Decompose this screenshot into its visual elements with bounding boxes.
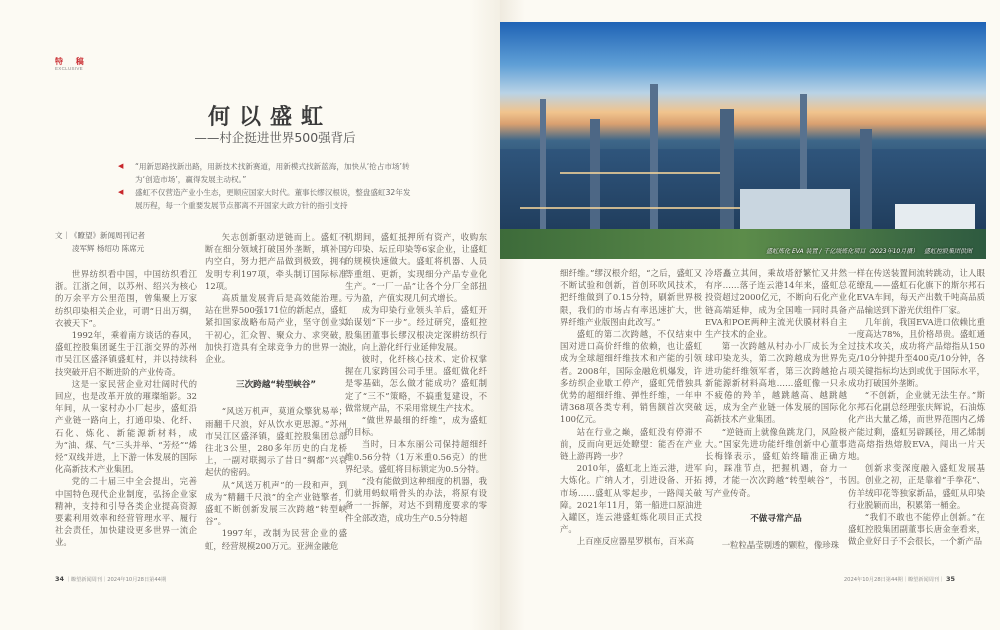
- paragraph: 2010年，盛虹北上连云港，进军大炼化。广纳人才，引进设备、开拓市场……盛虹从零起步，一路闯关破障。2021年11月，第一船进口原油进入罐区，连云港盛虹炼化项目正式投产。: [560, 463, 702, 535]
- paragraph: 这是一家民营企业对壮阔时代的回应，也是改革开放的璀璨缩影。32年间，从一家村办小厂起步，盛虹沿产业链一路向上，打通印染、化纤、石化、炼化、新能源新材料，成为“油、煤、气”三头并举、“芳烃”“烯烃”双线并进，上下游一体发展的国际化高新技术产业集团。: [55, 378, 197, 475]
- section-label-en: EXCLUSIVE: [55, 66, 83, 71]
- paragraph: “不创新，企业就无法生存。”斯尔邦石化副总经理张庆辉说，石油炼化产出大量乙烯，而世界范围内乙烯产能过剩，盛虹另辟蹊径，用乙烯制造高熔指热熔胶EVA，闯出一片天地。: [848, 390, 985, 462]
- paragraph: 高质量发展背后是高效能治理。站在世界500强171位的新起点，盛虹紧扣国家战略布局产业，坚守创业实干初心，汇众智、聚众力、求突破，加快打造具有全球竞争力的世界一流企业。: [205, 293, 347, 365]
- paragraph: 盛虹的第二次跨越，不仅结束中国对进口高价纤维的依赖，也让盛虹成为全球超细纤维技术和产能的引领者。2008年，国际金融危机爆发，许多纺织企业歇工停产，盛虹凭借独具优势的超细纤维、弹性纤维，一年申请368项各类专利，销售额首次突破100亿元。: [560, 329, 702, 425]
- paragraph: “风送万机声，莫道众擎犹易举；雨翻千尺浪，好从饮水更思源。”苏州市吴江区盛泽镇，盛虹控股集团总部往北3公里，280多年历史的白龙桥上，一副对联揭示了昔日“绸都”兴衰起伏的密码。: [205, 406, 347, 478]
- bullet-text: “用新思路找新出路，用新技术找新赛道，用新模式找新蓝海，加快从‘抢占市场’转为‘创造市场’，赢得发展主动权。”: [135, 162, 410, 184]
- paragraph: 一粒粒晶莹剔透的颗粒，像珍珠: [721, 540, 840, 551]
- paragraph: 1992年，乘着南方谈话的春风，盛虹控股集团诞生于江浙交界的苏州市吴江区盛泽镇盛虹村，并以持续科技突破开启不断进阶的产业传奇。: [55, 330, 197, 377]
- photo-caption: [766, 246, 972, 255]
- text-column-left-3: [345, 231, 487, 524]
- paragraph: “我们不敢也不能停止创新。”在盛虹控股集团副董事长唐金奎看来，做企业好日子不会很长，一个新产品: [848, 512, 985, 547]
- footer-right: [844, 575, 955, 583]
- paragraph: 第一次跨越从村办小厂成长为全球印染龙头，第二次跨越成为世界先进功能纤维领军者，第三次跨越抢占新能源新材料高地……盛虹像一只永不疲倦的羚羊，越跳越高、越跳越远，成为全产业链一体发展的国际化高新技术产业集团。: [705, 341, 847, 425]
- text-column-right-1: [560, 267, 702, 548]
- bullet-text: 盛虹不仅营造产业小生态，更顺应国家大时代。董事长缪汉根说，整盘盛虹32年发展历程，每一个重要发展节点都离不开国家大政方针的指引支持: [135, 188, 411, 210]
- paragraph: 一样在传送装置间流转跳动，让人眼花缭乱——盛虹石化旗下的斯尔邦石化EVA车间，每天产出数千吨高品质产品输送到下游光伏组件厂家。: [848, 268, 985, 315]
- section-label: 特 稿: [55, 57, 89, 66]
- caption-text: 盛虹炼化 EVA 装置 / 千亿级炼化项目（2023年10月摄）: [766, 248, 919, 255]
- summary-bullet: [118, 186, 415, 212]
- paragraph: “逆链而上就像鱼跳龙门，风险极大。”国家先进功能纤维创新中心董事长梅锋表示，盛虹始终瞄准正确方向，踩准节点，把握机遇，奋力一搏，才能一次次跨越“转型峡谷”，书写产业传奇。: [705, 426, 847, 498]
- byline-label: 文｜《瞭望》新闻周刊记者: [55, 231, 145, 240]
- paragraph: 上百座反应器星罗棋布，百米高: [576, 536, 695, 547]
- paragraph: 彼时，化纤核心技术、定价权掌握在几家跨国公司手里。盛虹做化纤是零基础，怎么做才能成功？盛虹制定了“三不”策略，不搞重复建设，不做常规产品，不采用常规生产技术。: [345, 354, 487, 413]
- refinery-photo: [500, 22, 986, 259]
- paragraph: 世界纺织看中国，中国纺织看江浙。江浙之间，以苏州、绍兴为核心的万余平方公里范围，曾集聚上万家纺织印染相关企业，可谓“日出万绸，衣被天下”。: [55, 269, 197, 328]
- paragraph: “没有能做到这种细度的机器，我们就用蚂蚁啃骨头的办法，将原有设备一一拆解，对达不到精度要求的零件全部改造，成功生产0.5分特超: [345, 476, 487, 523]
- text-column-left-2: [205, 231, 347, 552]
- section-heading: 三次跨越“转型峡谷”: [235, 380, 317, 391]
- paragraph: “做世界最细的纤维”，成为盛虹的目标。: [345, 415, 487, 438]
- article-title: 何以盛虹: [207, 105, 332, 130]
- photo-credit: 盛虹控股集团供图: [923, 248, 972, 255]
- paragraph: 1997年，改制为民营企业的盛虹，经营规模200万元。亚洲金融危: [205, 528, 347, 551]
- paragraph: 成为印染行业领头羊后，盛虹开始谋划“下一步”。经过研究，盛虹控股集团董事长缪汉根决定深耕纺织行业，向上游化纤行业延伸发展。: [345, 305, 487, 352]
- text-column-right-2: [705, 267, 847, 551]
- author-names: 凌军辉 杨绍功 陈席元: [72, 244, 145, 253]
- bullet-triangle-icon: ◀: [118, 162, 124, 170]
- paragraph: 细纤维。”缪汉根介绍，“之后，盛虹又不断试验和创新，首创环吹风技术，把纤维做到了0.15分特，刷新世界极限，我们的市场占有率迅速扩大，世界纤维产业版图由此改写。”: [560, 268, 702, 327]
- paragraph: 矢志创新驱动逆链而上。盛虹不断在细分领域打破国外垄断，填补国内空白，努力把产品做到极致，拥有发明专利197项，牵头制订国际标准12项。: [205, 232, 347, 291]
- text-column-right-3: [848, 267, 985, 548]
- paragraph: 从“风送万机声”的一段和声，到成为“精翻千尺浪”的全产业链擎者，盛虹不断创新发展三次跨越“转型峡谷”。: [205, 479, 347, 527]
- page-number: 34: [55, 575, 65, 583]
- footer-info: 2024年10月28日第44期｜瞭望新闻周刊｜: [843, 577, 945, 583]
- page-number: 35: [945, 575, 955, 583]
- footer-info: ｜瞭望新闻周刊｜2024年10月28日第44期: [65, 577, 167, 583]
- bullet-triangle-icon: ◀: [118, 188, 124, 196]
- text-column-left-1: [55, 268, 197, 549]
- paragraph: 站在行业之巅，盛虹没有停滞不前，反而向更远处瞭望：能否在产业链上游再跨一步？: [560, 426, 702, 462]
- byline: [55, 229, 145, 255]
- footer-left: [55, 575, 166, 583]
- paragraph: 机期间，盛虹抵押所有资产，收购东方印染、坛丘印染等6家企业，让盛虹的规模快速做大。盛虹将机器、人员等重组、更新，实现细分产品专业化生产。“一厂一品”让各个分厂全部扭亏为盈，产值实现几何式增长。: [345, 232, 487, 304]
- section-heading: 不做寻常产品: [750, 513, 802, 524]
- paragraph: 当时，日本东丽公司保持超细纤维0.56分特（1万米重0.56克）的世界纪录。盛虹将目标锁定为0.5分特。: [345, 439, 487, 474]
- paragraph: 几年前，我国EVA进口依赖比重一度高达78%，且价格昂贵。盛虹通过技术攻关，成功将产品熔指从150克/10分钟提升至400克/10分钟，各项关键指标均达到或优于国际水平，成功打破国外垄断。: [848, 316, 985, 388]
- paragraph: 党的二十届三中全会提出，完善中国特色现代企业制度，弘扬企业家精神，支持和引导各类企业提高资源要素利用效率和经营管理水平、履行社会责任，加快建设更多世界一流企业。: [55, 476, 197, 548]
- article-subtitle: ——村企挺进世界500强背后: [194, 130, 356, 145]
- summary-bullet: [118, 160, 415, 186]
- paragraph: 创新求变深度融入盛虹发展基因。创业之初，正是靠着“手拳花”、仿羊绒印花等独家新品，盛虹从印染行业脱颖而出，积累第一桶金。: [848, 463, 985, 510]
- paragraph: 冷塔矗立其间，乘故塔舒繁忙又井然有序……落子连云港14年来，盛虹总投资超过2000亿元，不断向石化产业链高端延伸，成为全国唯一同时具备EVA和POE两种主流光伏膜材料自主生产技术的企业。: [705, 268, 847, 340]
